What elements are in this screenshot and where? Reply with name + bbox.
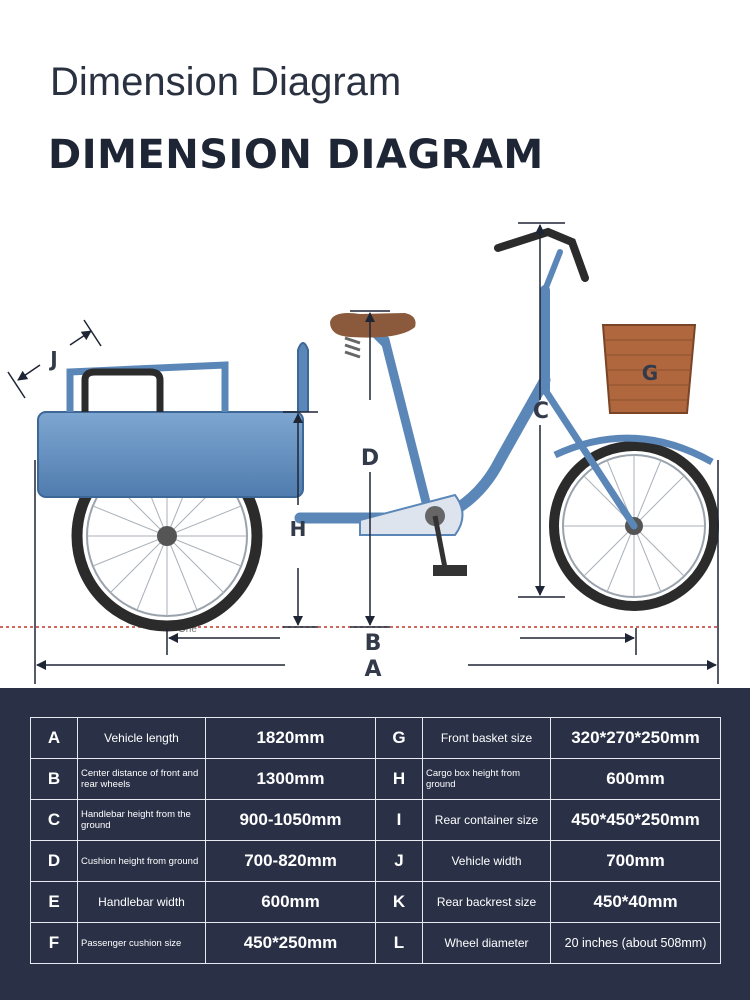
spec-letter: K bbox=[376, 882, 423, 923]
page-title: Dimension Diagram bbox=[50, 60, 402, 104]
saddle bbox=[330, 313, 416, 338]
spec-label: Vehicle length bbox=[78, 718, 206, 759]
spec-value: 20 inches (about 508mm) bbox=[551, 923, 721, 964]
spec-label: Rear backrest size bbox=[423, 882, 551, 923]
spec-value: 700mm bbox=[551, 841, 721, 882]
spec-letter: C bbox=[31, 800, 78, 841]
spec-letter: L bbox=[376, 923, 423, 964]
spec-row bbox=[31, 718, 721, 759]
spec-table bbox=[30, 717, 721, 964]
spec-panel bbox=[0, 688, 750, 1000]
spec-label: Center distance of front and rear wheels bbox=[78, 759, 206, 800]
label-d: D bbox=[360, 446, 380, 471]
spec-label: Vehicle width bbox=[423, 841, 551, 882]
spec-value: 320*270*250mm bbox=[551, 718, 721, 759]
saddle-spring bbox=[345, 338, 360, 357]
spec-letter: I bbox=[376, 800, 423, 841]
spec-letter: G bbox=[376, 718, 423, 759]
spec-value: 600mm bbox=[551, 759, 721, 800]
spec-row bbox=[31, 800, 721, 841]
spec-letter: E bbox=[31, 882, 78, 923]
label-c: C bbox=[532, 399, 550, 424]
page-subtitle: DIMENSION DIAGRAM bbox=[48, 132, 544, 178]
label-a: A bbox=[364, 657, 382, 682]
spec-letter: A bbox=[31, 718, 78, 759]
spec-row bbox=[31, 882, 721, 923]
ground-note: One bbox=[178, 624, 197, 635]
label-j: J bbox=[50, 347, 58, 371]
spec-value: 450*40mm bbox=[551, 882, 721, 923]
label-h: H bbox=[289, 517, 307, 541]
spec-label: Wheel diameter bbox=[423, 923, 551, 964]
spec-row bbox=[31, 759, 721, 800]
spec-label: Handlebar height from the ground bbox=[78, 800, 206, 841]
label-b: B bbox=[364, 631, 382, 656]
spec-value: 450*450*250mm bbox=[551, 800, 721, 841]
spec-value: 600mm bbox=[206, 882, 376, 923]
spec-letter: J bbox=[376, 841, 423, 882]
spec-letter: H bbox=[376, 759, 423, 800]
spec-label: Front basket size bbox=[423, 718, 551, 759]
handlebar bbox=[498, 232, 585, 278]
spec-value: 900-1050mm bbox=[206, 800, 376, 841]
label-g: G bbox=[641, 361, 659, 385]
spec-value: 1300mm bbox=[206, 759, 376, 800]
tricycle-dimension-diagram bbox=[0, 200, 750, 690]
spec-letter: F bbox=[31, 923, 78, 964]
spec-label: Passenger cushion size bbox=[78, 923, 206, 964]
spec-value: 450*250mm bbox=[206, 923, 376, 964]
spec-row bbox=[31, 841, 721, 882]
chain-guard bbox=[360, 495, 463, 535]
cargo-box bbox=[38, 343, 308, 497]
spec-label: Cargo box height from ground bbox=[423, 759, 551, 800]
spec-label: Cushion height from ground bbox=[78, 841, 206, 882]
bike-frame bbox=[300, 252, 634, 526]
spec-label: Handlebar width bbox=[78, 882, 206, 923]
pedal bbox=[433, 565, 467, 576]
spec-row bbox=[31, 923, 721, 964]
spec-value: 700-820mm bbox=[206, 841, 376, 882]
spec-letter: D bbox=[31, 841, 78, 882]
spec-letter: B bbox=[31, 759, 78, 800]
spec-value: 1820mm bbox=[206, 718, 376, 759]
spec-label: Rear container size bbox=[423, 800, 551, 841]
